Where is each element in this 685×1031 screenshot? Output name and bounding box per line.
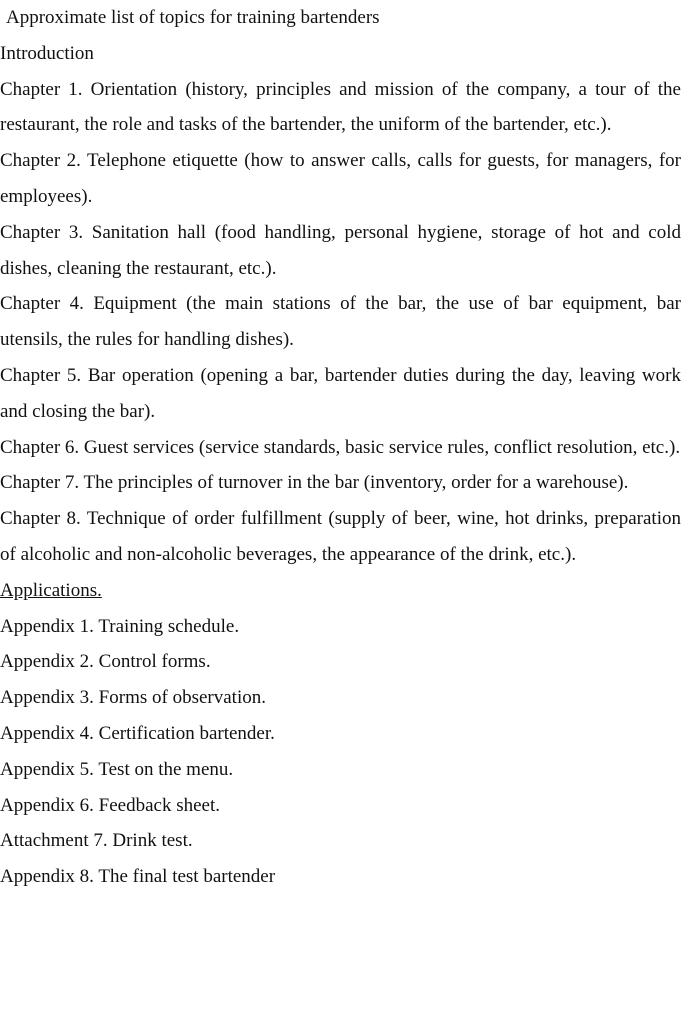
document-title: Approximate list of topics for training bartenders xyxy=(6,7,380,28)
appendix-item: Appendix 1. Training schedule. xyxy=(0,615,240,637)
chapter-item: Chapter 1. Orientation (history, principles and mission of the company, a tour of the restaurant, the role and tasks of the bartender, the uniform of the bartender, etc.). xyxy=(0,78,681,136)
chapter-item: Chapter 5. Bar operation (opening a bar, bartender duties during the day, leaving work and closing the bar). xyxy=(0,364,681,422)
appendix-item: Attachment 7. Drink test. xyxy=(0,830,193,852)
appendix-item: Appendix 2. Control forms. xyxy=(0,651,211,673)
chapter-item: Chapter 3. Sanitation hall (food handling, personal hygiene, storage of hot and cold dishes, cleaning the restaurant, etc.). xyxy=(0,221,681,279)
appendix-item: Appendix 5. Test on the menu. xyxy=(0,758,234,780)
appendix-item: Appendix 3. Forms of observation. xyxy=(0,687,266,709)
appendix-item: Appendix 4. Certification bartender. xyxy=(0,722,275,744)
chapter-item: Chapter 2. Telephone etiquette (how to answer calls, calls for guests, for managers, for employees). xyxy=(0,150,681,207)
chapter-item: Chapter 8. Technique of order fulfillment (supply of beer, wine, hot drinks, preparation of alcoholic and non-alcoholic beverages, the appearance of the drink, etc.). xyxy=(0,508,681,565)
applications-heading: Applications. xyxy=(0,579,102,601)
appendix-item: Appendix 6. Feedback sheet. xyxy=(0,794,221,816)
chapter-item: Chapter 4. Equipment (the main stations of the bar, the use of bar equipment, bar utensils, the rules for handling dishes). xyxy=(0,293,681,351)
chapter-item: Chapter 6. Guest services (service standards, basic service rules, conflict resolution, etc.). xyxy=(0,436,681,458)
chapter-item: Chapter 7. The principles of turnover in the bar (inventory, order for a warehouse). xyxy=(0,472,629,494)
appendix-item: Appendix 8. The final test bartender xyxy=(0,866,276,888)
introduction-heading: Introduction xyxy=(0,42,94,64)
